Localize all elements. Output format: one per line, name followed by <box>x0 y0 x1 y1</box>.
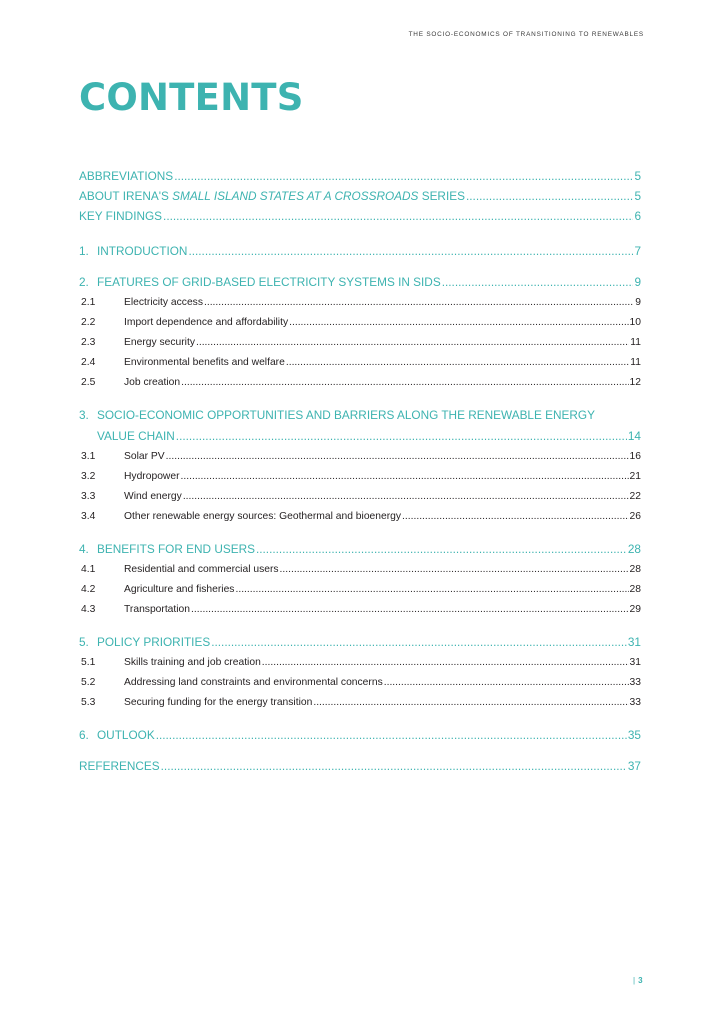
toc-entry-references[interactable] <box>79 756 641 777</box>
toc-page-number: 5 <box>634 189 641 203</box>
toc-chapter-title: SOCIO-ECONOMIC OPPORTUNITIES AND BARRIERS ALONG THE RENEWABLE ENERGY <box>97 408 595 422</box>
toc-page-number: 12 <box>629 377 641 388</box>
toc-section-title: 5.1 Skills training and job creation <box>81 657 261 668</box>
toc-page-number: 16 <box>629 451 641 462</box>
dot-leader <box>183 487 629 507</box>
toc-chapter-1[interactable] <box>79 241 641 262</box>
footer-separator: | <box>633 976 636 985</box>
toc-section-4-2[interactable] <box>79 580 641 600</box>
dot-leader <box>204 293 634 313</box>
toc-section-2-5[interactable] <box>79 373 641 393</box>
toc-section-2-3[interactable] <box>79 333 641 353</box>
toc-page-number: 33 <box>629 677 641 688</box>
toc-section-4-3[interactable] <box>79 600 641 620</box>
toc-entry-title: ABOUT IRENA'S SMALL ISLAND STATES AT A CROSSROADS SERIES <box>79 189 465 203</box>
toc-page-number: 28 <box>627 542 641 556</box>
table-of-contents <box>79 166 641 777</box>
toc-chapter-2[interactable] <box>79 272 641 293</box>
toc-page-number: 11 <box>630 357 641 368</box>
dot-leader <box>402 507 629 527</box>
toc-page-number: 37 <box>627 759 641 773</box>
toc-entry-key-findings[interactable] <box>79 206 641 226</box>
toc-entry-title: KEY FINDINGS <box>79 209 163 223</box>
dot-leader <box>289 313 628 333</box>
dot-leader <box>442 272 634 293</box>
dot-leader <box>163 206 633 226</box>
toc-section-title: 3.3 Wind energy <box>81 491 182 502</box>
toc-section-title: 2.5 Job creation <box>81 377 181 388</box>
toc-section-title: 4.1 Residential and commercial users <box>81 564 279 575</box>
dot-leader <box>262 653 629 673</box>
toc-page-number: 5 <box>634 169 641 183</box>
toc-section-title: 3.4 Other renewable energy sources: Geothermal and bioenergy <box>81 511 402 522</box>
toc-section-title: 5.3 Securing funding for the energy transition <box>81 697 313 708</box>
toc-page-number: 26 <box>629 511 641 522</box>
dot-leader <box>191 600 629 620</box>
toc-section-3-3[interactable] <box>79 487 641 507</box>
dot-leader <box>161 756 627 777</box>
toc-page-number: 10 <box>629 317 641 328</box>
toc-page-number: 9 <box>635 297 641 308</box>
page-title: CONTENTS <box>79 76 304 119</box>
toc-section-title: 3.1 Solar PV <box>81 451 165 462</box>
toc-page-number: 21 <box>629 471 641 482</box>
dot-leader <box>166 447 629 467</box>
toc-page-number: 22 <box>629 491 641 502</box>
toc-section-2-1[interactable] <box>79 293 641 313</box>
toc-page-number: 33 <box>629 697 641 708</box>
dot-leader <box>156 725 627 746</box>
toc-section-3-1[interactable] <box>79 447 641 467</box>
dot-leader <box>286 353 629 373</box>
toc-chapter-6[interactable] <box>79 725 641 746</box>
toc-section-title: 2.3 Energy security <box>81 337 195 348</box>
toc-chapter-3[interactable] <box>79 426 641 447</box>
toc-page-number: 28 <box>629 584 641 595</box>
toc-section-title: 2.1 Electricity access <box>81 297 203 308</box>
page-footer <box>633 976 643 985</box>
toc-chapter-title: 6. OUTLOOK <box>79 728 155 742</box>
toc-chapter-title: 4. BENEFITS FOR END USERS <box>79 542 255 556</box>
toc-section-3-2[interactable] <box>79 467 641 487</box>
toc-chapter-3-line1[interactable]: 3. SOCIO-ECONOMIC OPPORTUNITIES AND BARRIERS ALONG THE RENEWABLE ENERGY <box>79 408 595 422</box>
toc-page-number: 11 <box>630 337 641 348</box>
toc-section-title: 2.4 Environmental benefits and welfare <box>81 357 285 368</box>
toc-section-2-4[interactable] <box>79 353 641 373</box>
toc-section-title: 3.2 Hydropower <box>81 471 180 482</box>
toc-section-5-2[interactable] <box>79 673 641 693</box>
dot-leader <box>181 467 629 487</box>
toc-section-title: 4.2 Agriculture and fisheries <box>81 584 235 595</box>
toc-section-4-1[interactable] <box>79 560 641 580</box>
dot-leader <box>188 241 633 262</box>
dot-leader <box>174 166 633 186</box>
toc-chapter-title-cont: VALUE CHAIN <box>97 429 175 443</box>
dot-leader <box>235 580 628 600</box>
dot-leader <box>384 673 629 693</box>
dot-leader <box>313 693 628 713</box>
toc-chapter-5[interactable] <box>79 632 641 653</box>
toc-page-number: 31 <box>627 635 641 649</box>
toc-entry-abbreviations[interactable] <box>79 166 641 186</box>
toc-chapter-title: 2. FEATURES OF GRID-BASED ELECTRICITY SYSTEMS IN SIDS <box>79 275 441 289</box>
toc-section-title: 4.3 Transportation <box>81 604 191 615</box>
toc-section-title: 5.2 Addressing land constraints and environmental concerns <box>81 677 383 688</box>
toc-section-5-3[interactable] <box>79 693 641 713</box>
toc-entry-title: ABBREVIATIONS <box>79 169 174 183</box>
dot-leader <box>211 632 627 653</box>
toc-chapter-title: 1. INTRODUCTION <box>79 244 188 258</box>
toc-section-2-2[interactable] <box>79 313 641 333</box>
toc-page-number: 9 <box>634 275 641 289</box>
toc-page-number: 7 <box>634 244 641 258</box>
toc-page-number: 14 <box>627 429 641 443</box>
toc-page-number: 35 <box>627 728 641 742</box>
running-header: THE SOCIO-ECONOMICS OF TRANSITIONING TO RENEWABLES <box>408 31 644 38</box>
dot-leader <box>196 333 629 353</box>
toc-section-3-4[interactable] <box>79 507 641 527</box>
dot-leader <box>466 186 633 206</box>
toc-entry-about-irena[interactable] <box>79 186 641 206</box>
toc-section-title: 2.2 Import dependence and affordability <box>81 317 289 328</box>
toc-chapter-title: 5. POLICY PRIORITIES <box>79 635 211 649</box>
dot-leader <box>181 373 628 393</box>
toc-page-number: 6 <box>634 209 641 223</box>
toc-section-5-1[interactable] <box>79 653 641 673</box>
toc-chapter-4[interactable] <box>79 539 641 560</box>
dot-leader <box>256 539 627 560</box>
toc-page-number: 31 <box>629 657 641 668</box>
toc-page-number: 28 <box>629 564 641 575</box>
dot-leader <box>280 560 629 580</box>
toc-page-number: 29 <box>629 604 641 615</box>
dot-leader <box>176 426 627 447</box>
series-title: SMALL ISLAND STATES AT A CROSSROADS <box>172 189 419 203</box>
page-number: 3 <box>638 976 643 985</box>
toc-entry-title: REFERENCES <box>79 759 160 773</box>
